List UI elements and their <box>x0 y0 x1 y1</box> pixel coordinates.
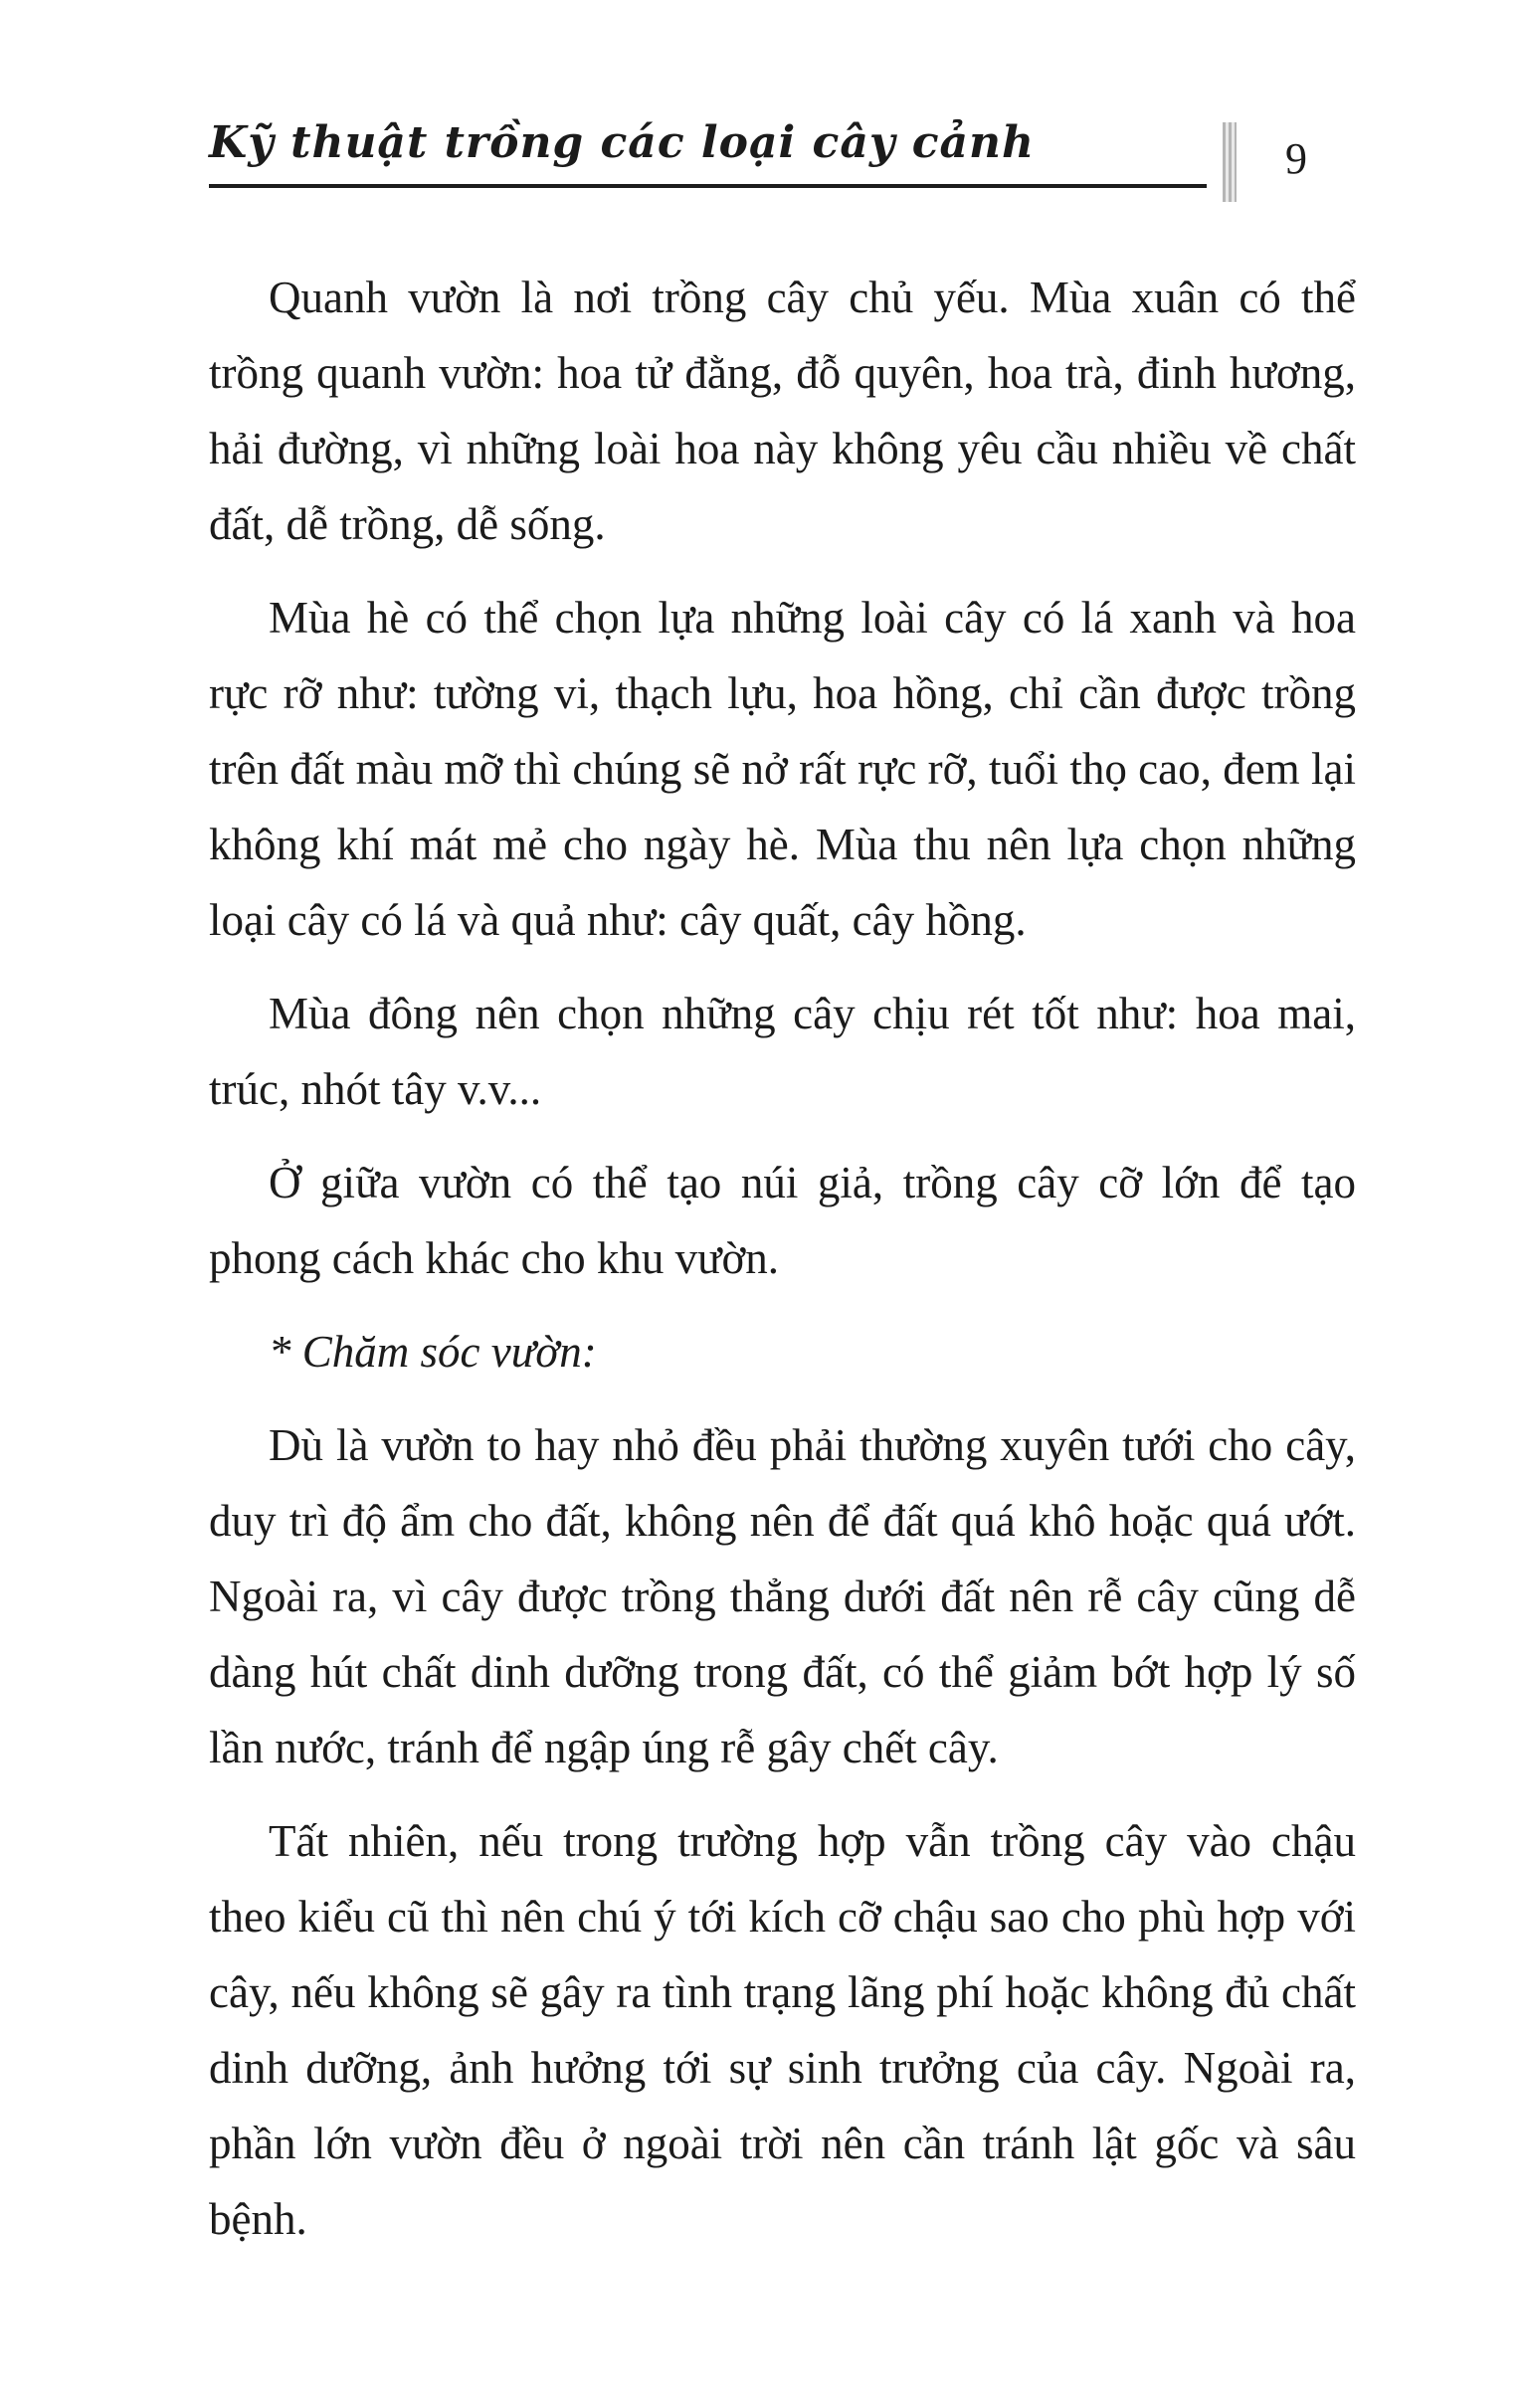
paragraph-pot-size-care: Tất nhiên, nếu trong trường hợp vẫn trồng cây vào chậu theo kiểu cũ thì nên chú ý tới kích cỡ chậu sao cho phù hợp với cây, nếu không sẽ gây ra tình trạng lãng phí hoặc không đủ chất dinh dưỡng, ảnh hưởng tới sự sinh trưởng của cây. Ngoài ra, phần lớn vườn đều ở ngoài trời nên cần tránh lật gốc và sâu bệnh. <box>209 1816 1356 2244</box>
paragraph-care-heading: * Chăm sóc vườn: <box>269 1327 597 1377</box>
paragraph-winter-planting: Mùa đông nên chọn những cây chịu rét tốt như: hoa mai, trúc, nhót tây v.v... <box>209 989 1356 1114</box>
page-number: 9 <box>1285 134 1307 183</box>
page-body <box>209 260 1356 2257</box>
running-head <box>209 117 1207 188</box>
page-header <box>209 117 1356 188</box>
chapter-title: Kỹ thuật trồng các loại cây cảnh <box>209 117 1035 168</box>
paragraph-garden-centerpiece: Ở giữa vườn có thể tạo núi giả, trồng cây cỡ lớn để tạo phong cách khác cho khu vườn. <box>209 1158 1356 1283</box>
paragraph-spring-planting: Quanh vườn là nơi trồng cây chủ yếu. Mùa xuân có thể trồng quanh vườn: hoa tử đằng, đỗ quyên, hoa trà, đinh hương, hải đường, vì những loài hoa này không yêu cầu nhiều về chất đất, dễ trồng, dễ sống. <box>209 273 1356 549</box>
paragraph-watering-care: Dù là vườn to hay nhỏ đều phải thường xuyên tưới cho cây, duy trì độ ẩm cho đất, không nên để đất quá khô hoặc quá ướt. Ngoài ra, vì cây được trồng thẳng dưới đất nên rễ cây cũng dễ dàng hút chất dinh dưỡng trong đất, có thể giảm bớt hợp lý số lần nước, tránh để ngập úng rễ gây chết cây. <box>209 1420 1356 1772</box>
header-divider-bar <box>1223 122 1237 202</box>
paragraph-summer-autumn-planting: Mùa hè có thể chọn lựa những loài cây có lá xanh và hoa rực rỡ như: tường vi, thạch lựu, hoa hồng, chỉ cần được trồng trên đất màu mỡ thì chúng sẽ nở rất rực rỡ, tuổi thọ cao, đem lại không khí mát mẻ cho ngày hè. Mùa thu nên lựa chọn những loại cây có lá và quả như: cây quất, cây hồng. <box>209 593 1356 945</box>
